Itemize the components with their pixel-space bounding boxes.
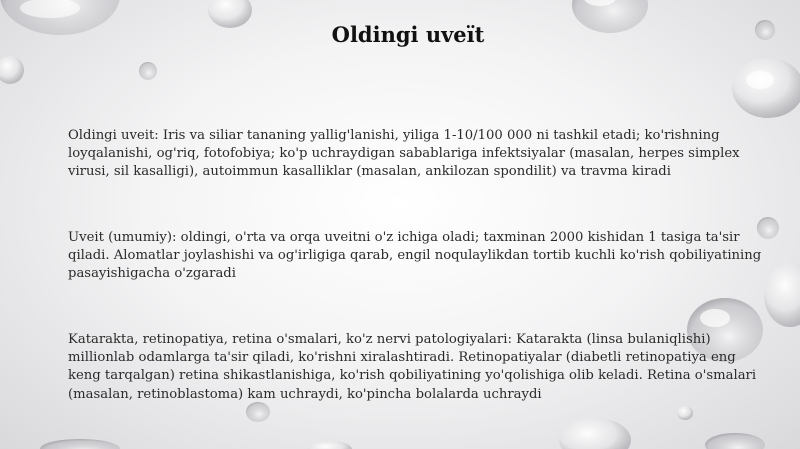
drop-bottom xyxy=(40,402,765,449)
paragraph-anterior-uveitis: Oldingi uveit: Iris va siliar tananing yallig'lanishi, yiliga 1-10/100 000 ni tashkil etadi; ko'rishning loyqalanishi, og'riq, fotofobiya; ko'p uchraydigan sabablariga infektsiyalar (masalan, herpes simplex virusi, sil kasalligi), autoimmun kasalliklar (masalan, ankilozan spondilit) va travma kiradi xyxy=(68,128,740,180)
paragraph-uveitis-general: Uveit (umumiy): oldingi, o'rta va orqa uveitni o'z ichiga oladi; taxminan 2000 kishidan 1 tasiga ta'sir qiladi. Alomatlar joylashishi va og'irligiga qarab, engil noqulaylikdan tortib kuchli ko'rish qobiliyatining pasayishigacha o'zgaradi xyxy=(68,230,762,282)
drop-left-1 xyxy=(0,56,157,84)
slide-title: Oldingi uveït xyxy=(331,22,485,47)
paragraph-cataract-retinopathy: Katarakta, retinopatiya, retina o'smalari, ko'z nervi patologiyalari: Katarakta (linsa bulaniqlishi) millionlab odamlarga ta'sir qiladi, ko'rishni xiralashtiradi. Retinopatiyalar (diabetli retinopatiya eng keng tarqalgan) retina shikastlanishiga, ko'rish qobiliyatining yo'qolishiga olib keladi. Retina o'smalari (masalan, retinoblastoma) kam uchraydi, ko'pincha bolalarda uchraydi xyxy=(68,332,757,402)
